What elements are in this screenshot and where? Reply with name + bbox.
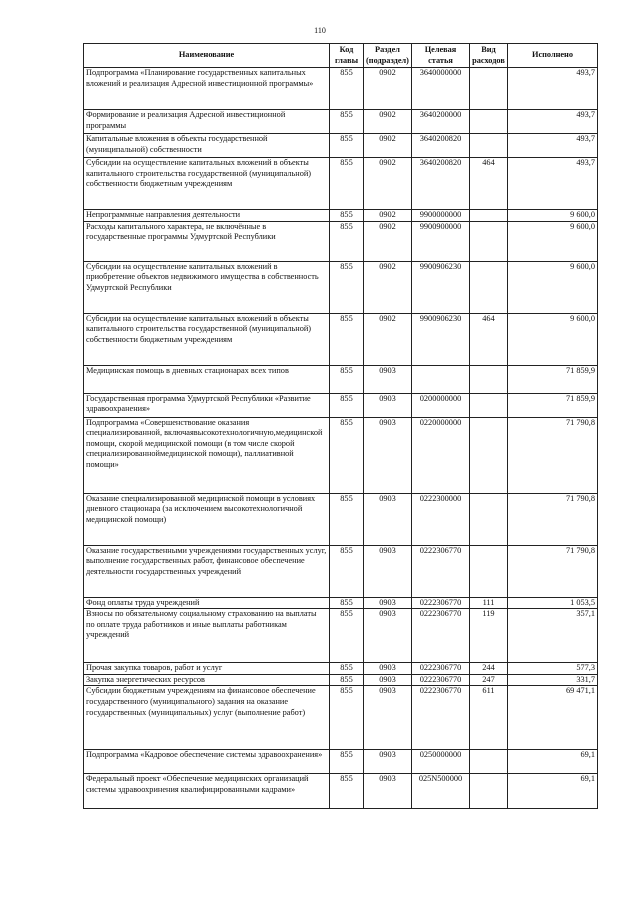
- budget-table: [83, 43, 598, 809]
- cell-statya: 3640000000: [412, 68, 470, 110]
- table-row: [84, 545, 598, 597]
- cell-ispolneno: 577,3: [508, 663, 598, 675]
- cell-razdel: 0902: [364, 221, 412, 261]
- cell-vid: 111: [470, 597, 508, 609]
- cell-glava: 855: [330, 597, 364, 609]
- header-vid: Вид расходов: [470, 44, 508, 68]
- cell-ispolneno: 69,1: [508, 750, 598, 774]
- cell-vid: [470, 493, 508, 545]
- table-row: [84, 750, 598, 774]
- table-row: [84, 674, 598, 686]
- cell-glava: 855: [330, 750, 364, 774]
- table-row: [84, 110, 598, 134]
- cell-name: Капитальные вложения в объекты государственной (муниципальной) собственности: [84, 134, 330, 158]
- cell-ispolneno: 331,7: [508, 674, 598, 686]
- cell-ispolneno: 71 859,9: [508, 365, 598, 393]
- cell-name: Субсидии на осуществление капитальных вложений в объекты капитального строительства государственной (муниципальной) собственности бюджетным учреждениям: [84, 158, 330, 210]
- cell-ispolneno: 9 600,0: [508, 313, 598, 365]
- cell-name: Формирование и реализация Адресной инвестиционной программы: [84, 110, 330, 134]
- cell-statya: 0222306770: [412, 597, 470, 609]
- cell-glava: 855: [330, 221, 364, 261]
- cell-name: Федеральный проект «Обеспечение медицинских организаций системы здравоохринения квалифицированными кадрами»: [84, 774, 330, 809]
- cell-glava: 855: [330, 158, 364, 210]
- cell-vid: [470, 110, 508, 134]
- cell-glava: 855: [330, 663, 364, 675]
- page-number: 110: [314, 26, 326, 35]
- cell-statya: [412, 365, 470, 393]
- cell-ispolneno: 9 600,0: [508, 261, 598, 313]
- cell-razdel: 0903: [364, 674, 412, 686]
- cell-razdel: 0903: [364, 597, 412, 609]
- cell-ispolneno: 69 471,1: [508, 686, 598, 750]
- cell-vid: 247: [470, 674, 508, 686]
- cell-razdel: 0903: [364, 545, 412, 597]
- cell-name: Оказание специализированной медицинской помощи в условиях дневного стационара (за исключением высокотехнологичной медицинской помощи): [84, 493, 330, 545]
- table-row: [84, 261, 598, 313]
- cell-name: Фонд оплаты труда учреждений: [84, 597, 330, 609]
- cell-glava: 855: [330, 365, 364, 393]
- cell-vid: [470, 221, 508, 261]
- cell-ispolneno: 493,7: [508, 68, 598, 110]
- cell-glava: 855: [330, 609, 364, 663]
- header-statya: Целевая статья: [412, 44, 470, 68]
- cell-statya: 0222306770: [412, 545, 470, 597]
- cell-statya: 0250000000: [412, 750, 470, 774]
- table-row: [84, 663, 598, 675]
- cell-vid: [470, 393, 508, 417]
- cell-ispolneno: 71 859,9: [508, 393, 598, 417]
- cell-razdel: 0903: [364, 663, 412, 675]
- cell-statya: 0222306770: [412, 609, 470, 663]
- cell-vid: [470, 365, 508, 393]
- cell-statya: 0222306770: [412, 674, 470, 686]
- cell-vid: [470, 774, 508, 809]
- cell-razdel: 0902: [364, 313, 412, 365]
- cell-glava: 855: [330, 313, 364, 365]
- cell-statya: 3640200820: [412, 134, 470, 158]
- cell-statya: 0222300000: [412, 493, 470, 545]
- table-row: [84, 417, 598, 493]
- table-row: [84, 774, 598, 809]
- table-row: [84, 134, 598, 158]
- cell-name: Медицинская помощь в дневных стационарах всех типов: [84, 365, 330, 393]
- cell-statya: 9900000000: [412, 210, 470, 222]
- cell-ispolneno: 1 053,5: [508, 597, 598, 609]
- cell-razdel: 0903: [364, 750, 412, 774]
- header-razdel: Раздел (подраздел): [364, 44, 412, 68]
- cell-razdel: 0903: [364, 609, 412, 663]
- header-ispolneno: Исполнено: [508, 44, 598, 68]
- cell-name: Непрограммные направления деятельности: [84, 210, 330, 222]
- cell-ispolneno: 71 790,8: [508, 417, 598, 493]
- cell-glava: 855: [330, 134, 364, 158]
- cell-ispolneno: 69,1: [508, 774, 598, 809]
- cell-name: Государственная программа Удмуртской Республики «Развитие здравоохранения»: [84, 393, 330, 417]
- cell-glava: 855: [330, 493, 364, 545]
- cell-statya: 0200000000: [412, 393, 470, 417]
- cell-razdel: 0902: [364, 110, 412, 134]
- cell-statya: 3640200820: [412, 158, 470, 210]
- cell-razdel: 0903: [364, 493, 412, 545]
- table-row: [84, 686, 598, 750]
- cell-glava: 855: [330, 686, 364, 750]
- table-row: [84, 597, 598, 609]
- cell-statya: 9900906230: [412, 313, 470, 365]
- header-name: Наименование: [84, 44, 330, 68]
- table-row: [84, 393, 598, 417]
- cell-name: Подпрограмма «Совершенствование оказания специализированной, включаявысокотехнологичную,медицинской помощи, скорой медицинской помощи (в том числе скорой специализированноймедицинской помощи), паллиативной помощи»: [84, 417, 330, 493]
- cell-glava: 855: [330, 110, 364, 134]
- header-glava: Код главы: [330, 44, 364, 68]
- cell-razdel: 0902: [364, 68, 412, 110]
- cell-name: Субсидии бюджетным учреждениям на финансовое обеспечение государственного (муниципального) задания на оказание государственных (муниципальных) услуг (выполнение работ): [84, 686, 330, 750]
- table-row: [84, 493, 598, 545]
- cell-statya: 025N500000: [412, 774, 470, 809]
- table-row: [84, 609, 598, 663]
- cell-vid: 464: [470, 158, 508, 210]
- cell-vid: [470, 68, 508, 110]
- table-row: [84, 221, 598, 261]
- table-row: [84, 365, 598, 393]
- cell-vid: [470, 750, 508, 774]
- cell-razdel: 0902: [364, 134, 412, 158]
- cell-name: Субсидии на осуществление капитальных вложений в приобретение объектов недвижимого имущества в собственность Удмуртской Республики: [84, 261, 330, 313]
- cell-vid: 119: [470, 609, 508, 663]
- cell-name: Взносы по обязательному социальному страхованию на выплаты по оплате труда работников и иные выплаты работникам учреждений: [84, 609, 330, 663]
- cell-razdel: 0903: [364, 393, 412, 417]
- cell-ispolneno: 357,1: [508, 609, 598, 663]
- cell-ispolneno: 493,7: [508, 158, 598, 210]
- cell-razdel: 0902: [364, 210, 412, 222]
- cell-vid: 611: [470, 686, 508, 750]
- cell-glava: 855: [330, 261, 364, 313]
- cell-statya: 9900900000: [412, 221, 470, 261]
- table-row: [84, 68, 598, 110]
- cell-glava: 855: [330, 393, 364, 417]
- cell-name: Прочая закупка товаров, работ и услуг: [84, 663, 330, 675]
- cell-name: Оказание государственными учреждениями государственных услуг, выполнение государственных работ, финансовое обеспечение деятельности государственных учреждений: [84, 545, 330, 597]
- cell-razdel: 0902: [364, 158, 412, 210]
- cell-ispolneno: 493,7: [508, 134, 598, 158]
- cell-vid: [470, 417, 508, 493]
- cell-vid: 464: [470, 313, 508, 365]
- cell-name: Подпрограмма «Кадровое обеспечение системы здравоохранения»: [84, 750, 330, 774]
- cell-name: Расходы капитального характера, не включённые в государственные программы Удмуртской Республики: [84, 221, 330, 261]
- table-row: [84, 158, 598, 210]
- cell-glava: 855: [330, 417, 364, 493]
- cell-statya: 0222306770: [412, 686, 470, 750]
- cell-vid: 244: [470, 663, 508, 675]
- cell-vid: [470, 134, 508, 158]
- cell-vid: [470, 545, 508, 597]
- cell-razdel: 0903: [364, 365, 412, 393]
- cell-ispolneno: 9 600,0: [508, 221, 598, 261]
- header-row: [84, 44, 598, 68]
- cell-razdel: 0902: [364, 261, 412, 313]
- cell-statya: 0220000000: [412, 417, 470, 493]
- cell-glava: 855: [330, 774, 364, 809]
- cell-razdel: 0903: [364, 774, 412, 809]
- cell-glava: 855: [330, 674, 364, 686]
- cell-glava: 855: [330, 545, 364, 597]
- cell-ispolneno: 71 790,8: [508, 545, 598, 597]
- cell-ispolneno: 71 790,8: [508, 493, 598, 545]
- cell-name: Подпрограмма «Планирование государственных капитальных вложений и реализация Адресной инвестиционной программы»: [84, 68, 330, 110]
- cell-razdel: 0903: [364, 686, 412, 750]
- cell-name: Субсидии на осуществление капитальных вложений в объекты капитального строительства государственной (муниципальной) собственности бюджетным учреждениям: [84, 313, 330, 365]
- cell-vid: [470, 210, 508, 222]
- cell-name: Закупка энергетических ресурсов: [84, 674, 330, 686]
- cell-statya: 9900906230: [412, 261, 470, 313]
- table-row: [84, 313, 598, 365]
- cell-statya: 0222306770: [412, 663, 470, 675]
- cell-vid: [470, 261, 508, 313]
- cell-razdel: 0903: [364, 417, 412, 493]
- table-row: [84, 210, 598, 222]
- cell-ispolneno: 9 600,0: [508, 210, 598, 222]
- cell-statya: 3640200000: [412, 110, 470, 134]
- cell-ispolneno: 493,7: [508, 110, 598, 134]
- cell-glava: 855: [330, 210, 364, 222]
- cell-glava: 855: [330, 68, 364, 110]
